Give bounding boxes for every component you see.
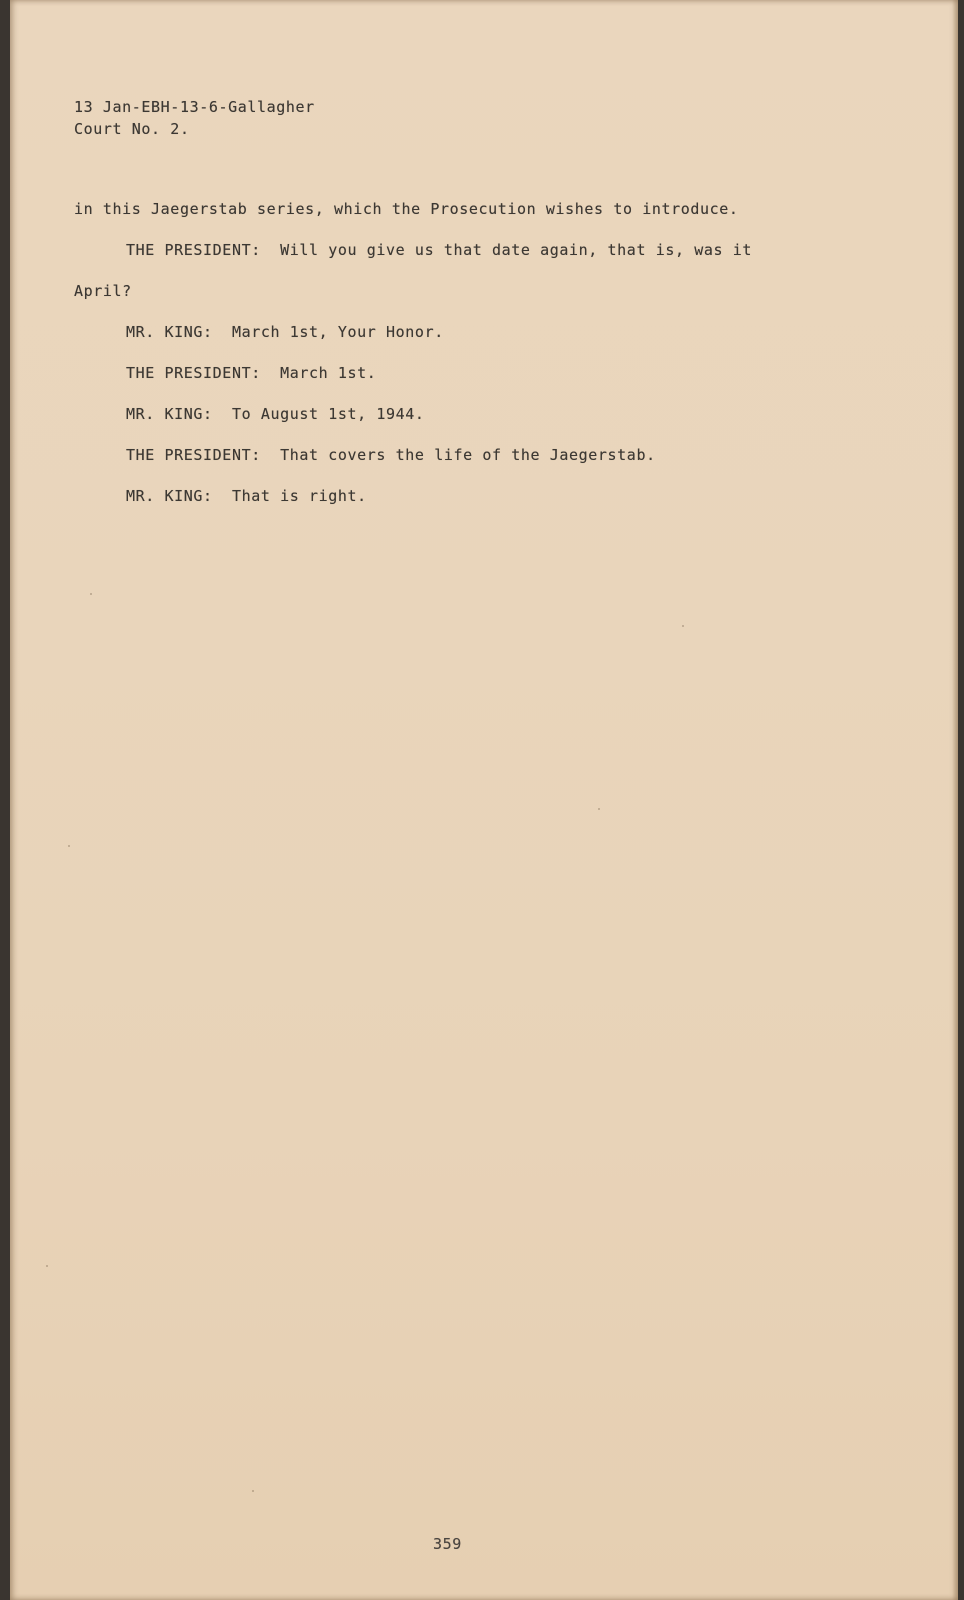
speech-text: March 1st. (260, 364, 377, 382)
transcript-continuation-line: April? (74, 282, 132, 300)
transcript-entry (126, 446, 656, 464)
paper-speck (252, 1490, 254, 1492)
transcript-continuation-line: in this Jaegerstab series, which the Prosecution wishes to introduce. (74, 200, 739, 218)
speech-text: March 1st, Your Honor. (212, 323, 444, 341)
paper-speck (598, 808, 600, 810)
speech-text: That is right. (212, 487, 367, 505)
transcript-entry (126, 241, 752, 259)
paper-speck (68, 845, 70, 847)
transcript-entry (126, 364, 376, 382)
header-court: Court No. 2. (74, 120, 190, 138)
transcript-entry (126, 323, 444, 341)
speech-text: Will you give us that date again, that is, was it (260, 241, 753, 259)
paper-speck (90, 593, 92, 595)
paper-speck (46, 1265, 48, 1267)
speaker-label: MR. KING: (126, 487, 213, 505)
speaker-label: THE PRESIDENT: (126, 241, 261, 259)
page-edge-shadow (952, 0, 958, 1600)
speaker-label: MR. KING: (126, 405, 213, 423)
speaker-label: THE PRESIDENT: (126, 364, 261, 382)
document-page (10, 0, 958, 1600)
speaker-label: THE PRESIDENT: (126, 446, 261, 464)
header-reference: 13 Jan-EBH-13-6-Gallagher (74, 98, 315, 116)
speaker-label: MR. KING: (126, 323, 213, 341)
speech-text: That covers the life of the Jaegerstab. (260, 446, 656, 464)
page-number: 359 (433, 1535, 462, 1553)
transcript-entry (126, 405, 425, 423)
speech-text: To August 1st, 1944. (212, 405, 425, 423)
transcript-entry (126, 487, 367, 505)
paper-speck (682, 625, 684, 627)
